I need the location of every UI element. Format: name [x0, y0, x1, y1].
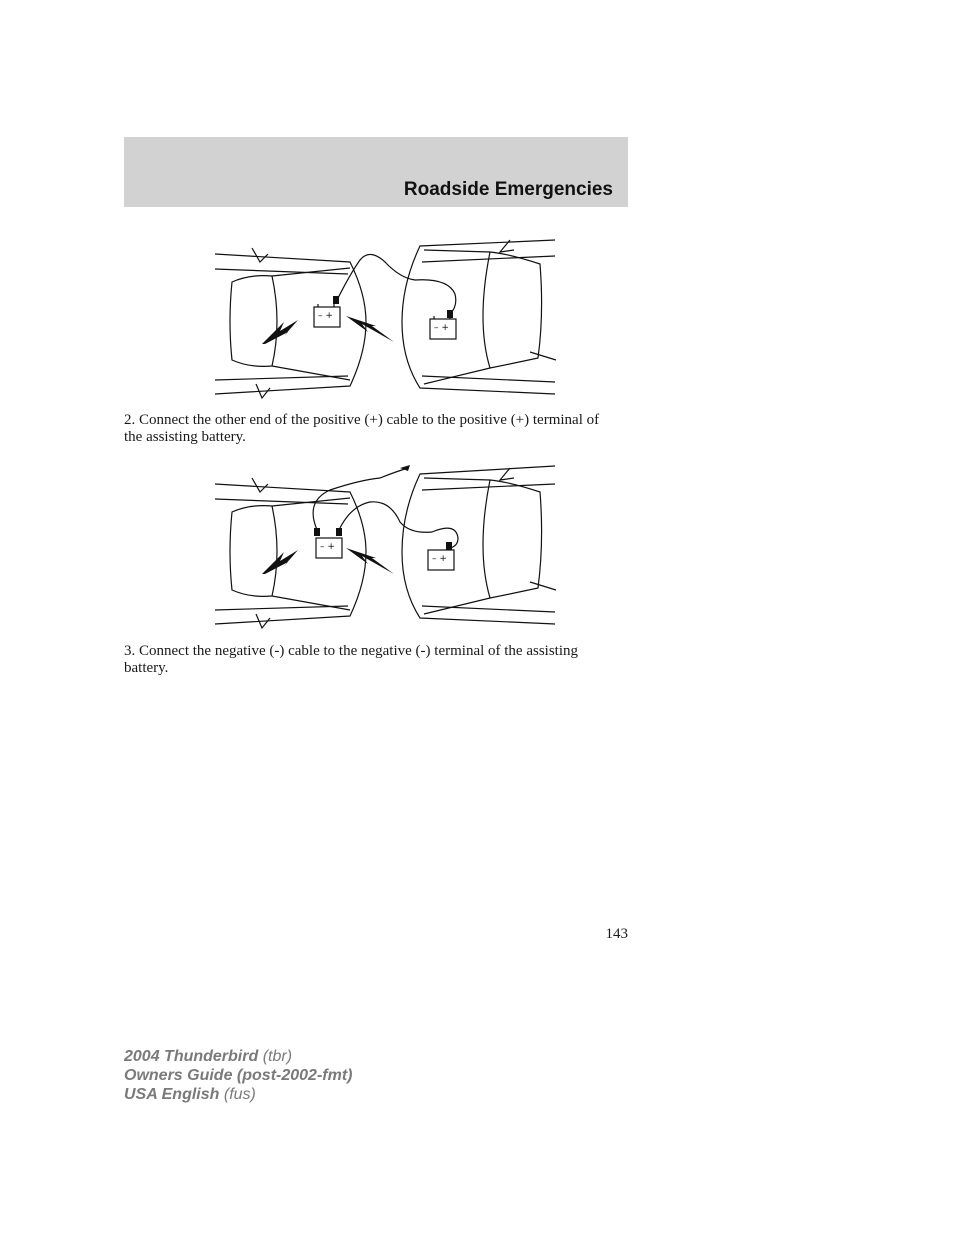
right-car-windshield: [483, 252, 542, 368]
document-footer: [124, 1047, 352, 1104]
section-title: Roadside Emergencies: [403, 179, 613, 200]
positive-jumper-cable: [336, 254, 456, 314]
page-number: 143: [605, 926, 628, 942]
left-lightning-icon: [262, 320, 298, 344]
left-car-body-outline: [215, 254, 366, 394]
footer-guide: Owners Guide (post-2002-fmt): [124, 1067, 353, 1084]
footer-line-1: [124, 1047, 352, 1066]
footer-line-2: [124, 1066, 352, 1085]
left-car-windshield: [230, 276, 277, 367]
footer-model-code: (tbr): [258, 1048, 293, 1065]
header-band: [124, 137, 628, 207]
footer-line-3: [124, 1085, 352, 1104]
right-lightning-icon: [346, 316, 394, 342]
diagram-svg: [210, 234, 560, 400]
left-car-windshield: [230, 506, 277, 597]
right-battery-label: – +: [432, 554, 447, 564]
left-battery-label: – +: [320, 542, 335, 552]
jump-start-diagram-step-2: [210, 462, 560, 630]
right-battery-label: – +: [434, 323, 449, 333]
positive-jumper-cable: [338, 502, 458, 548]
jump-start-diagram-step-1: [210, 234, 560, 400]
footer-language-code: (fus): [219, 1086, 256, 1103]
left-battery-label: – +: [318, 311, 333, 321]
footer-model: 2004 Thunderbird: [124, 1048, 259, 1065]
step-3-text: 3. Connect the negative (-) cable to the negative (-) terminal of the assisting battery.: [124, 643, 579, 676]
right-car-windshield: [483, 480, 542, 598]
left-lightning-icon: [262, 550, 298, 574]
left-car-body-outline: [215, 484, 366, 624]
footer-language: USA English: [124, 1086, 220, 1103]
right-lightning-icon: [346, 548, 394, 574]
diagram-svg-2: [210, 462, 560, 630]
step-2-text: 2. Connect the other end of the positive (+) cable to the positive (+) terminal of the assisting battery.: [124, 412, 600, 445]
